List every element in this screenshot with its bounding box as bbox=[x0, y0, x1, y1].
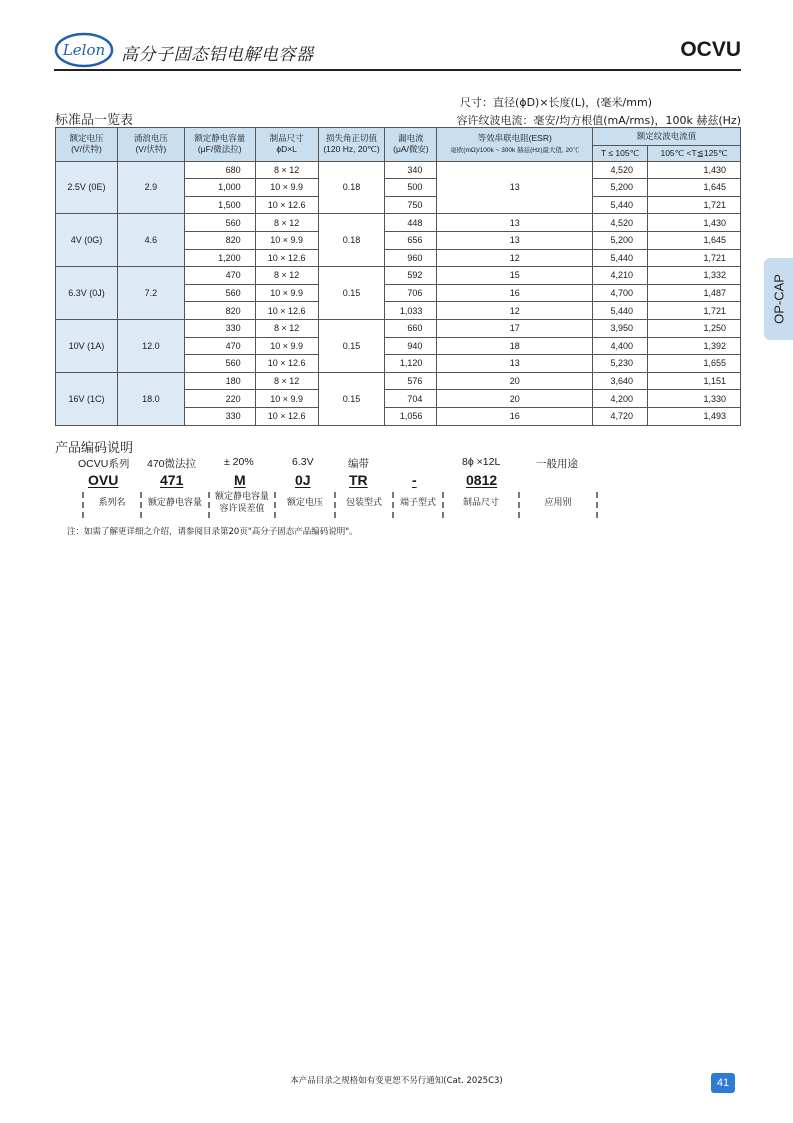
cell-leakage: 340 bbox=[385, 161, 437, 179]
code-label-terminal: 端子型式 bbox=[399, 498, 436, 508]
code-segment-capacitance: 471 bbox=[160, 472, 184, 488]
cell-esr: 13 bbox=[437, 231, 593, 249]
cell-ripple-125: 1,430 bbox=[648, 214, 741, 232]
code-segment-series: OVU bbox=[88, 472, 119, 488]
code-label-series: 系列名 bbox=[98, 498, 126, 508]
cell-esr: 20 bbox=[437, 390, 593, 408]
cell-leakage: 500 bbox=[385, 179, 437, 197]
table-row bbox=[56, 161, 741, 179]
header-rule bbox=[54, 69, 741, 71]
code-example-size: 8ϕ ×12L bbox=[462, 456, 501, 468]
code-segment-voltage: 0J bbox=[295, 472, 311, 488]
cell-leakage: 660 bbox=[385, 319, 437, 337]
cell-ripple-125: 1,721 bbox=[648, 196, 741, 214]
cell-leakage: 448 bbox=[385, 214, 437, 232]
cell-leakage: 704 bbox=[385, 390, 437, 408]
cell-ripple-125: 1,645 bbox=[648, 179, 741, 197]
cell-leakage: 656 bbox=[385, 231, 437, 249]
cell-surge-voltage: 4.6 bbox=[117, 214, 184, 267]
table-row bbox=[56, 372, 741, 390]
code-label-capacitance: 额定静电容量 bbox=[147, 498, 202, 508]
code-segment-size: 0812 bbox=[466, 472, 498, 488]
cell-capacitance: 1,000 bbox=[184, 179, 255, 197]
code-divider bbox=[596, 492, 598, 518]
logo-text: Lelon bbox=[62, 41, 106, 59]
code-example-tolerance: ± 20% bbox=[224, 456, 254, 468]
cell-ripple-105: 5,440 bbox=[593, 196, 648, 214]
cell-tan-delta: 0.15 bbox=[318, 319, 385, 372]
table-header-row bbox=[56, 128, 741, 146]
cell-ripple-125: 1,721 bbox=[648, 249, 741, 267]
spec-table-body bbox=[56, 161, 741, 425]
cell-leakage: 592 bbox=[385, 267, 437, 285]
cell-ripple-105: 5,200 bbox=[593, 231, 648, 249]
cell-size: 10 × 9.9 bbox=[255, 390, 318, 408]
cell-esr: 13 bbox=[437, 214, 593, 232]
header-capacitance: 额定静电容量 (μF/微法拉) bbox=[184, 128, 255, 162]
units-note: 尺寸：直径(ϕD)×长度(L)，(毫米/mm) bbox=[460, 96, 652, 109]
code-label-tolerance: 额定静电容量 容许误差值 bbox=[214, 492, 269, 514]
cell-ripple-125: 1,493 bbox=[648, 407, 741, 425]
code-segment-tolerance: M bbox=[234, 472, 246, 488]
cell-size: 8 × 12 bbox=[255, 372, 318, 390]
cell-ripple-105: 3,950 bbox=[593, 319, 648, 337]
cell-ripple-125: 1,655 bbox=[648, 355, 741, 373]
cell-capacitance: 330 bbox=[184, 319, 255, 337]
code-example-voltage: 6.3V bbox=[292, 456, 314, 468]
header-esr: 等效串联电阻(ESR) 毫欧(mΩ)/100k ~ 300k 赫兹(Hz)最大值, 20℃ bbox=[437, 128, 593, 162]
cell-rated-voltage: 4V (0G) bbox=[56, 214, 118, 267]
header-ripple-105: T ≤ 105℃ bbox=[593, 145, 648, 161]
cell-size: 8 × 12 bbox=[255, 319, 318, 337]
cell-size: 8 × 12 bbox=[255, 161, 318, 179]
code-example-capacitance: 470微法拉 bbox=[147, 458, 197, 470]
cell-leakage: 1,056 bbox=[385, 407, 437, 425]
cell-esr: 16 bbox=[437, 284, 593, 302]
cell-ripple-105: 4,200 bbox=[593, 390, 648, 408]
cell-tan-delta: 0.18 bbox=[318, 214, 385, 267]
series-name: OCVU bbox=[680, 38, 741, 61]
code-example-series: OCVU系列 bbox=[78, 458, 130, 470]
cell-ripple-105: 5,440 bbox=[593, 249, 648, 267]
code-label-size: 制品尺寸 bbox=[462, 498, 499, 508]
note: 注：如需了解更详细之介绍，请参阅目录第20页"高分子固态产品编码说明"。 bbox=[67, 527, 358, 537]
footer-notice: 本产品目录之规格如有变更恕不另行通知(Cat. 2025C3) bbox=[290, 1076, 503, 1086]
cell-ripple-105: 5,440 bbox=[593, 302, 648, 320]
cell-ripple-105: 4,720 bbox=[593, 407, 648, 425]
cell-rated-voltage: 16V (1C) bbox=[56, 372, 118, 425]
cell-ripple-105: 4,210 bbox=[593, 267, 648, 285]
section-title-standard-list: 标准品一览表 bbox=[55, 113, 134, 128]
table-row bbox=[56, 214, 741, 232]
code-label-application: 应用别 bbox=[544, 498, 572, 508]
cell-size: 10 × 9.9 bbox=[255, 231, 318, 249]
cell-ripple-105: 4,520 bbox=[593, 161, 648, 179]
cell-leakage: 750 bbox=[385, 196, 437, 214]
cell-size: 10 × 9.9 bbox=[255, 179, 318, 197]
cell-ripple-125: 1,330 bbox=[648, 390, 741, 408]
ripple-note: 容许纹波电流：毫安/均方根值(mA/rms)，100k 赫兹(Hz) bbox=[456, 114, 741, 127]
cell-ripple-105: 4,400 bbox=[593, 337, 648, 355]
side-tab-op-cap[interactable] bbox=[764, 258, 793, 340]
cell-capacitance: 180 bbox=[184, 372, 255, 390]
section-title-code: 产品编码说明 bbox=[55, 441, 134, 456]
cell-ripple-105: 4,520 bbox=[593, 214, 648, 232]
table-row bbox=[56, 319, 741, 337]
cell-ripple-125: 1,645 bbox=[648, 231, 741, 249]
code-example-packaging: 编带 bbox=[348, 458, 369, 470]
cell-capacitance: 330 bbox=[184, 407, 255, 425]
code-segment-packaging: TR bbox=[349, 472, 368, 488]
cell-ripple-105: 3,640 bbox=[593, 372, 648, 390]
cell-tan-delta: 0.15 bbox=[318, 267, 385, 320]
cell-capacitance: 470 bbox=[184, 267, 255, 285]
cell-capacitance: 820 bbox=[184, 231, 255, 249]
cell-capacitance: 820 bbox=[184, 302, 255, 320]
cell-size: 8 × 12 bbox=[255, 214, 318, 232]
cell-leakage: 706 bbox=[385, 284, 437, 302]
cell-capacitance: 1,200 bbox=[184, 249, 255, 267]
cell-ripple-105: 4,700 bbox=[593, 284, 648, 302]
cell-capacitance: 560 bbox=[184, 214, 255, 232]
cell-ripple-125: 1,487 bbox=[648, 284, 741, 302]
cell-surge-voltage: 12.0 bbox=[117, 319, 184, 372]
cell-esr: 12 bbox=[437, 302, 593, 320]
header-size: 制品尺寸 ϕD×L bbox=[255, 128, 318, 162]
cell-leakage: 940 bbox=[385, 337, 437, 355]
cell-size: 10 × 9.9 bbox=[255, 284, 318, 302]
cell-surge-voltage: 2.9 bbox=[117, 161, 184, 214]
cell-size: 8 × 12 bbox=[255, 267, 318, 285]
cell-capacitance: 1,500 bbox=[184, 196, 255, 214]
cell-esr: 17 bbox=[437, 319, 593, 337]
cell-rated-voltage: 10V (1A) bbox=[56, 319, 118, 372]
cell-esr: 16 bbox=[437, 407, 593, 425]
cell-ripple-105: 5,230 bbox=[593, 355, 648, 373]
cell-ripple-125: 1,721 bbox=[648, 302, 741, 320]
cell-leakage: 576 bbox=[385, 372, 437, 390]
cell-ripple-125: 1,430 bbox=[648, 161, 741, 179]
cell-leakage: 1,033 bbox=[385, 302, 437, 320]
header-tan-delta: 损失角正切值 (120 Hz, 20℃) bbox=[318, 128, 385, 162]
cell-rated-voltage: 6.3V (0J) bbox=[56, 267, 118, 320]
cell-size: 10 × 9.9 bbox=[255, 337, 318, 355]
cell-capacitance: 680 bbox=[184, 161, 255, 179]
lelon-logo bbox=[54, 32, 114, 68]
cell-capacitance: 560 bbox=[184, 284, 255, 302]
cell-esr: 13 bbox=[437, 355, 593, 373]
spec-table bbox=[55, 127, 741, 426]
cell-ripple-105: 5,200 bbox=[593, 179, 648, 197]
cell-size: 10 × 12.6 bbox=[255, 302, 318, 320]
cell-tan-delta: 0.15 bbox=[318, 372, 385, 425]
cell-capacitance: 560 bbox=[184, 355, 255, 373]
cell-ripple-125: 1,332 bbox=[648, 267, 741, 285]
cell-esr: 18 bbox=[437, 337, 593, 355]
header-surge-voltage: 涌浪电压 (V/伏特) bbox=[117, 128, 184, 162]
cell-leakage: 960 bbox=[385, 249, 437, 267]
cell-size: 10 × 12.6 bbox=[255, 407, 318, 425]
cell-surge-voltage: 7.2 bbox=[117, 267, 184, 320]
cell-ripple-125: 1,392 bbox=[648, 337, 741, 355]
code-example-application: 一般用途 bbox=[536, 458, 578, 470]
header-ripple: 额定纹波电流值 bbox=[593, 128, 741, 146]
page-number: 41 bbox=[711, 1073, 735, 1093]
code-label-packaging: 包装型式 bbox=[345, 498, 382, 508]
cell-ripple-125: 1,250 bbox=[648, 319, 741, 337]
table-row bbox=[56, 267, 741, 285]
cell-size: 10 × 12.6 bbox=[255, 249, 318, 267]
cell-esr: 13 bbox=[437, 161, 593, 214]
cell-capacitance: 220 bbox=[184, 390, 255, 408]
cell-capacitance: 470 bbox=[184, 337, 255, 355]
page-title: 高分子固态铝电解电容器 bbox=[121, 45, 314, 65]
code-segment-terminal: - bbox=[412, 472, 417, 488]
cell-surge-voltage: 18.0 bbox=[117, 372, 184, 425]
header-leakage: 漏电流 (μA/微安) bbox=[385, 128, 437, 162]
cell-esr: 15 bbox=[437, 267, 593, 285]
cell-rated-voltage: 2.5V (0E) bbox=[56, 161, 118, 214]
cell-size: 10 × 12.6 bbox=[255, 355, 318, 373]
header-rated-voltage: 额定电压 (V/伏特) bbox=[56, 128, 118, 162]
cell-ripple-125: 1,151 bbox=[648, 372, 741, 390]
cell-esr: 20 bbox=[437, 372, 593, 390]
side-tab-label: OP-CAP bbox=[771, 274, 786, 324]
code-label-voltage: 额定电压 bbox=[286, 498, 323, 508]
header-ripple-125: 105℃ <T≦125℃ bbox=[648, 145, 741, 161]
cell-esr: 12 bbox=[437, 249, 593, 267]
cell-size: 10 × 12.6 bbox=[255, 196, 318, 214]
cell-leakage: 1,120 bbox=[385, 355, 437, 373]
cell-tan-delta: 0.18 bbox=[318, 161, 385, 214]
